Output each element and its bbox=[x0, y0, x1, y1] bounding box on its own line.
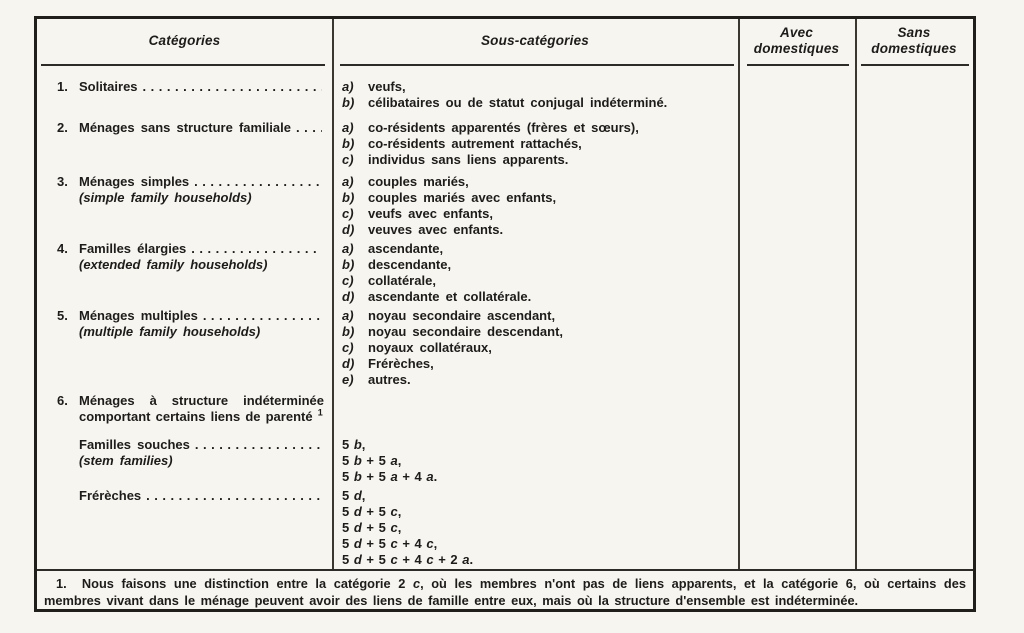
category-row-8 bbox=[37, 488, 973, 568]
footnote-separator-line bbox=[37, 569, 973, 571]
subcategory-cell bbox=[332, 393, 738, 425]
item-text: veufs, bbox=[368, 79, 406, 94]
category-line bbox=[57, 120, 324, 136]
category-number: 5. bbox=[57, 308, 68, 323]
item-letter: d) bbox=[342, 289, 355, 304]
category-line bbox=[57, 488, 324, 504]
subcategory-item bbox=[342, 324, 738, 340]
category-cell bbox=[37, 79, 332, 111]
subcategory-item bbox=[342, 95, 738, 111]
category-cell bbox=[37, 393, 332, 425]
formula-item: 5 d + 5 c + 4 c, bbox=[342, 536, 438, 551]
household-classification-table bbox=[34, 16, 976, 612]
item-letter: b) bbox=[342, 136, 355, 151]
formula-item: 5 b, bbox=[342, 437, 366, 452]
category-number: 1. bbox=[57, 79, 68, 94]
subcategory-cell bbox=[332, 79, 738, 111]
category-line bbox=[57, 437, 324, 453]
subcategory-item bbox=[342, 222, 738, 238]
subcategory-item bbox=[342, 273, 738, 289]
subcategory-item bbox=[342, 308, 738, 324]
subcategory-item bbox=[342, 372, 738, 388]
dot-leader bbox=[194, 174, 322, 190]
subcategory-item bbox=[342, 120, 738, 136]
subcategory-item bbox=[342, 241, 738, 257]
header-line: Avec bbox=[779, 25, 814, 40]
subcategory-item bbox=[342, 174, 738, 190]
item-text: couples mariés avec enfants, bbox=[368, 190, 557, 205]
category-sublabel: (stem families) bbox=[79, 453, 173, 468]
subcategory-cell bbox=[332, 308, 738, 388]
category-cell bbox=[37, 241, 332, 305]
formula-item: 5 d + 5 c + 4 c + 2 a. bbox=[342, 552, 474, 567]
item-text: Frérèches, bbox=[368, 356, 434, 371]
footnote-text: 1. Nous faisons une distinction entre la catégorie 2 c, où les membres n'ont pas de liens apparents, et la catégorie 6, où certains des membres vivant dans le ménage peuvent avoir des liens de famille entre eux, mais où la structure d'ensemble est indéterminée. bbox=[44, 576, 966, 608]
category-label: Ménages sans structure familiale bbox=[79, 120, 291, 135]
table-body bbox=[37, 66, 973, 568]
category-label: Ménages à structure indéterminée comportant certains liens de parenté $^1$ bbox=[79, 393, 324, 424]
category-sublabel: (extended family households) bbox=[79, 257, 268, 272]
formula-item: 5 d + 5 c, bbox=[342, 504, 402, 519]
category-line bbox=[57, 241, 324, 257]
category-row-3 bbox=[37, 174, 973, 238]
category-number: 4. bbox=[57, 241, 68, 256]
dot-leader bbox=[143, 79, 322, 95]
dot-leader bbox=[203, 308, 322, 324]
dot-leader bbox=[191, 241, 322, 257]
dot-leader bbox=[296, 120, 322, 136]
subcategory-item bbox=[342, 152, 738, 168]
item-text: célibataires ou de statut conjugal indéterminé. bbox=[368, 95, 668, 110]
category-label: Ménages simples bbox=[79, 174, 190, 189]
category-label: Familles souches bbox=[79, 437, 190, 452]
formula-item: 5 d, bbox=[342, 488, 366, 503]
item-text: collatérale, bbox=[368, 273, 436, 288]
subcategory-item bbox=[342, 190, 738, 206]
category-cell bbox=[37, 120, 332, 168]
item-letter: b) bbox=[342, 257, 355, 272]
footnote-number: 1. bbox=[56, 576, 67, 591]
subcategory-cell bbox=[332, 241, 738, 305]
category-label: Solitaires bbox=[79, 79, 138, 94]
item-letter: a) bbox=[342, 241, 354, 256]
subcategory-item bbox=[342, 340, 738, 356]
formula-item: 5 d + 5 c, bbox=[342, 520, 402, 535]
header-line: domestiques bbox=[753, 41, 840, 56]
subcategory-cell bbox=[332, 488, 738, 568]
formula-item: 5 b + 5 a + 4 a. bbox=[342, 469, 438, 484]
item-letter: c) bbox=[342, 340, 354, 355]
subcategory-item bbox=[342, 136, 738, 152]
subcategory-cell bbox=[332, 437, 738, 485]
category-row-7 bbox=[37, 437, 973, 485]
subcategory-item bbox=[342, 289, 738, 305]
column-header-subcategories: Sous-catégories bbox=[480, 33, 590, 48]
category-label: Frérèches bbox=[79, 488, 142, 503]
item-letter: e) bbox=[342, 372, 354, 387]
category-row-4 bbox=[37, 241, 973, 305]
item-text: veufs avec enfants, bbox=[368, 206, 493, 221]
category-line bbox=[57, 308, 324, 324]
subcategory-cell bbox=[332, 120, 738, 168]
column-header-avec-domestiques bbox=[738, 25, 855, 57]
category-cell bbox=[37, 174, 332, 238]
subcategory-cell bbox=[332, 174, 738, 238]
category-label: Ménages multiples bbox=[79, 308, 198, 323]
category-sublabel: (simple family households) bbox=[79, 190, 252, 205]
item-letter: c) bbox=[342, 206, 354, 221]
category-label: Familles élargies bbox=[79, 241, 187, 256]
item-letter: d) bbox=[342, 222, 355, 237]
category-number: 6. bbox=[57, 393, 68, 408]
item-text: noyau secondaire ascendant, bbox=[368, 308, 556, 323]
category-number: 2. bbox=[57, 120, 68, 135]
item-text: veuves avec enfants. bbox=[368, 222, 504, 237]
item-letter: d) bbox=[342, 356, 355, 371]
item-letter: c) bbox=[342, 273, 354, 288]
subcategory-item bbox=[342, 356, 738, 372]
item-text: co-résidents apparentés (frères et sœurs), bbox=[368, 120, 639, 135]
subcategory-item bbox=[342, 206, 738, 222]
category-line bbox=[57, 174, 324, 190]
item-text: descendante, bbox=[368, 257, 452, 272]
footnote-reference: 1 bbox=[317, 407, 323, 418]
item-text: individus sans liens apparents. bbox=[368, 152, 569, 167]
item-letter: c) bbox=[342, 152, 354, 167]
item-text: ascendante et collatérale. bbox=[368, 289, 532, 304]
item-letter: b) bbox=[342, 190, 355, 205]
header-line: domestiques bbox=[871, 41, 957, 56]
dot-leader bbox=[146, 488, 322, 504]
category-cell bbox=[37, 488, 332, 568]
item-text: couples mariés, bbox=[368, 174, 469, 189]
item-letter: b) bbox=[342, 95, 355, 110]
category-row-2 bbox=[37, 120, 973, 168]
category-line bbox=[57, 393, 324, 425]
category-cell bbox=[37, 437, 332, 485]
category-row-6 bbox=[37, 393, 973, 425]
item-letter: a) bbox=[342, 308, 354, 323]
item-letter: a) bbox=[342, 79, 354, 94]
item-text: co-résidents autrement rattachés, bbox=[368, 136, 582, 151]
item-text: noyau secondaire descendant, bbox=[368, 324, 564, 339]
category-number: 3. bbox=[57, 174, 68, 189]
column-header-categories: Catégories bbox=[148, 33, 221, 48]
item-text: noyaux collatéraux, bbox=[368, 340, 492, 355]
category-line bbox=[57, 79, 324, 95]
dot-leader bbox=[195, 437, 322, 453]
category-row-1 bbox=[37, 79, 973, 111]
header-line: Sans bbox=[897, 25, 931, 40]
category-row-5 bbox=[37, 308, 973, 388]
category-cell bbox=[37, 308, 332, 388]
item-letter: b) bbox=[342, 324, 355, 339]
column-header-sans-domestiques bbox=[855, 25, 973, 57]
footnote bbox=[44, 576, 966, 609]
category-sublabel: (multiple family households) bbox=[79, 324, 261, 339]
item-text: ascendante, bbox=[368, 241, 444, 256]
subcategory-item bbox=[342, 79, 738, 95]
item-text: autres. bbox=[368, 372, 411, 387]
item-letter: a) bbox=[342, 174, 354, 189]
formula-item: 5 b + 5 a, bbox=[342, 453, 402, 468]
item-letter: a) bbox=[342, 120, 354, 135]
subcategory-item bbox=[342, 257, 738, 273]
